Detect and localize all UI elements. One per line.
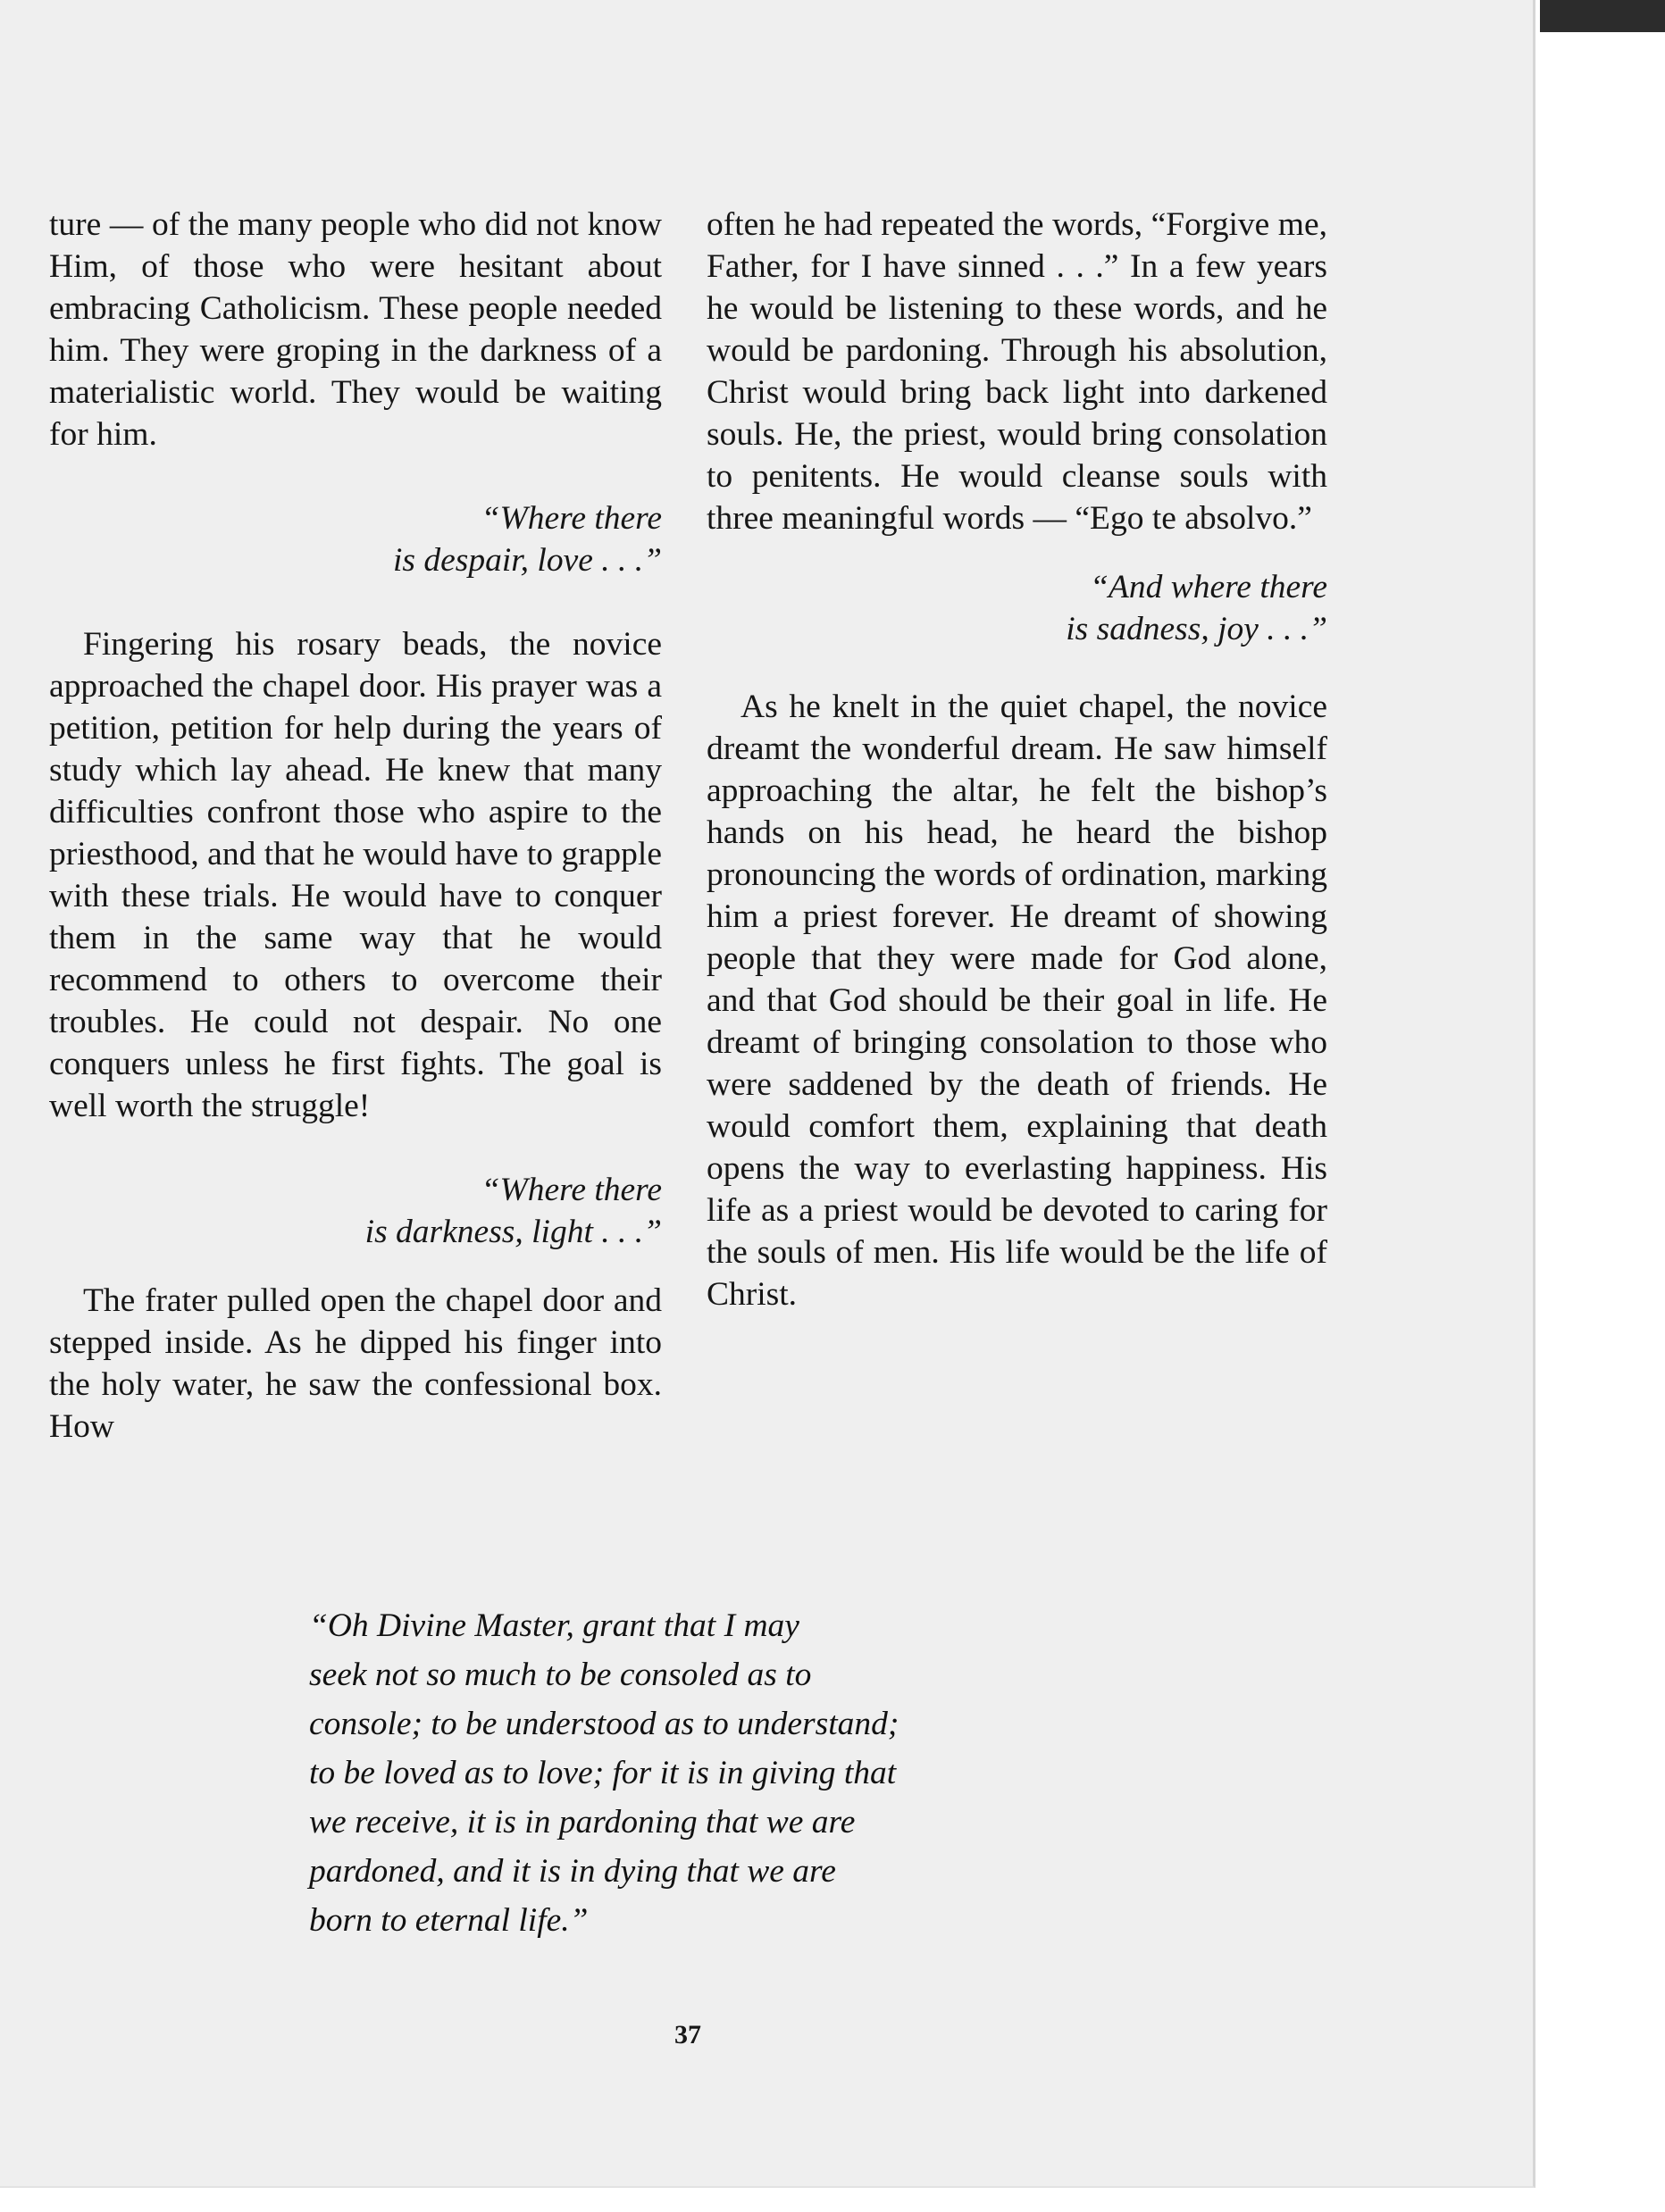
prayer-line-7: born to eternal life.”	[309, 1902, 589, 1939]
left-paragraph-2: Fingering his rosary beads, the novice approached the chapel door. His prayer was a petition, petition for help during the years of study which lay ahead. He knew that many difficulties confront those who aspire to the priesthood, and that he would have to grapple with these trials. He would have to conquer them in the same way that he would recommend to others to overcome their troubles. He could not despair. No one conquers unless he first fights. The goal is well worth the struggle!	[49, 626, 662, 1124]
right-paragraph-2: As he knelt in the quiet chapel, the novice dreamt the wonderful dream. He saw himself approaching the altar, he felt the bishop’s hands on his head, he heard the bishop pronouncing the words of ordination, marking him a priest forever. He dreamt of showing people that they were made for God alone, and that God should be their goal in life. He dreamt of bringing consolation to those who were saddened by the death of friends. He would comfort them, explaining that death opens the way to everlasting happiness. His life as a priest would be devoted to caring for the souls of men. His life would be the life of Christ.	[707, 689, 1327, 1313]
refrain-sadness-line-1: “And where there	[1090, 569, 1327, 605]
page-number: 37	[674, 2020, 701, 2049]
prayer-line-5: we receive, it is in pardoning that we are	[309, 1804, 856, 1841]
left-text-column	[49, 204, 662, 1448]
prayer-quote	[309, 1601, 1050, 1945]
refrain-darkness-line-1: “Where there	[481, 1172, 662, 1208]
refrain-darkness	[49, 1169, 662, 1253]
refrain-despair	[49, 497, 662, 581]
right-paragraph-1: often he had repeated the words, “Forgive me, Father, for I have sinned . . .” In a few years he would be listening to these words, and he would be pardoning. Through his absolution, Christ would bring back light into darkened souls. He, the priest, would bring consolation to penitents. He would cleanse souls with three meaningful words — “Ego te absolvo.”	[707, 206, 1327, 537]
prayer-line-1: “Oh Divine Master, grant that I may	[309, 1607, 799, 1644]
right-text-column	[707, 204, 1327, 1315]
left-paragraph-3: The frater pulled open the chapel door and stepped inside. As he dipped his finger into the holy water, he saw the confessional box. How	[49, 1282, 662, 1445]
prayer-line-3: console; to be understood as to understand;	[309, 1706, 899, 1742]
refrain-despair-line-1: “Where there	[481, 500, 662, 537]
refrain-sadness	[707, 566, 1327, 650]
left-paragraph-1: ture — of the many people who did not know Him, of those who were hesitant about embracing Catholicism. These people needed him. They were groping in the darkness of a materialistic world. They would be waiting for him.	[49, 206, 662, 453]
refrain-darkness-line-2: is darkness, light . . .”	[364, 1214, 662, 1250]
refrain-sadness-line-2: is sadness, joy . . .”	[1066, 611, 1327, 647]
prayer-line-2: seek not so much to be consoled as to	[309, 1657, 812, 1693]
refrain-despair-line-2: is despair, love . . .”	[392, 542, 662, 579]
scan-edge-strip	[1540, 0, 1665, 32]
prayer-line-4: to be loved as to love; for it is in giving that	[309, 1755, 897, 1791]
prayer-line-6: pardoned, and it is in dying that we are	[309, 1853, 836, 1890]
